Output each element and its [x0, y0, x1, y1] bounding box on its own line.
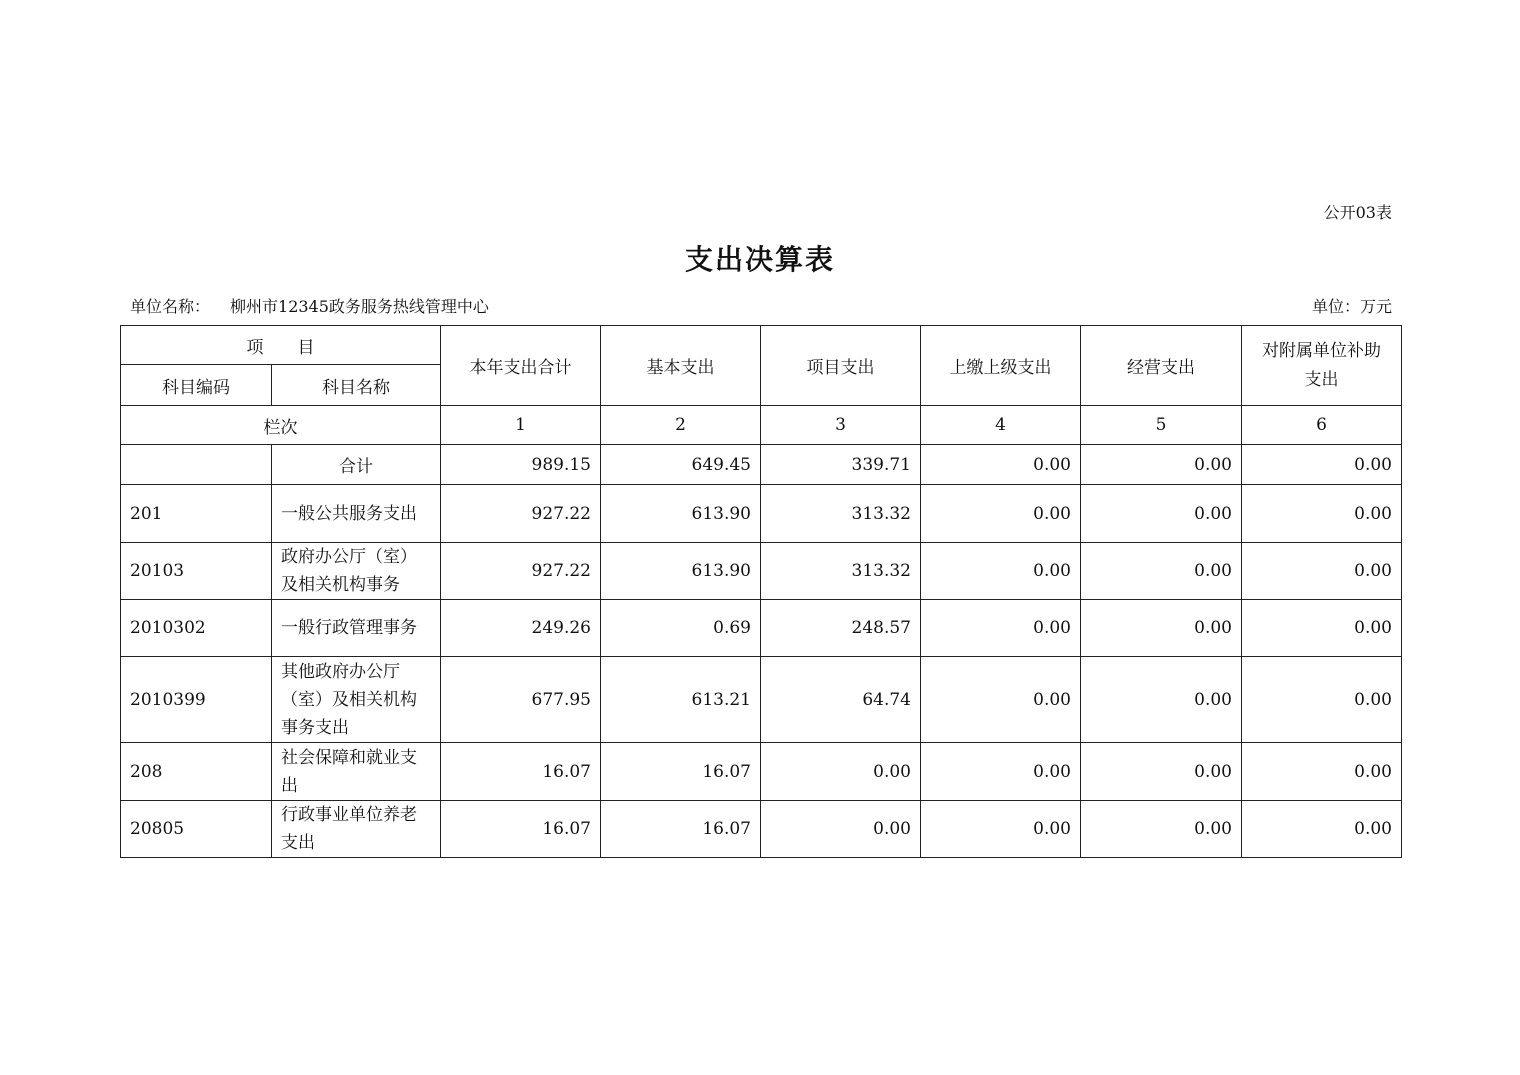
- remit-cell: 0.00: [921, 600, 1081, 657]
- subsidy-cell: 0.00: [1242, 600, 1402, 657]
- header-remit-to-superior: 上缴上级支出: [921, 326, 1081, 406]
- subject-code: 201: [121, 485, 272, 543]
- header-subject-code: 科目编码: [121, 365, 272, 406]
- header-subject-name: 科目名称: [272, 365, 441, 406]
- subject-name: 政府办公厅（室）及相关机构事务: [272, 543, 441, 600]
- header-operating-expenditure: 经营支出: [1081, 326, 1242, 406]
- total-expenditure-cell: 677.95: [441, 657, 601, 743]
- subject-name: 其他政府办公厅（室）及相关机构事务支出: [272, 657, 441, 743]
- basic-expenditure-cell: 613.90: [601, 543, 761, 600]
- operating-cell: 0.00: [1081, 543, 1242, 600]
- remit-cell: 0.00: [921, 743, 1081, 801]
- table-row: [121, 485, 1402, 543]
- subject-name: 行政事业单位养老支出: [272, 801, 441, 858]
- table-row: [121, 657, 1402, 743]
- subject-code: 2010399: [121, 657, 272, 743]
- remit-cell: 0.00: [921, 543, 1081, 600]
- total-expenditure-cell: 16.07: [441, 801, 601, 858]
- subject-name: 合计: [272, 445, 441, 485]
- header-subsidy-to-affiliates: 对附属单位补助支出: [1242, 326, 1402, 406]
- project-expenditure-cell: 64.74: [761, 657, 921, 743]
- remit-cell: 0.00: [921, 801, 1081, 858]
- currency-unit-label: 单位：万元: [1311, 297, 1392, 316]
- project-expenditure-cell: 0.00: [761, 801, 921, 858]
- column-index: 2: [601, 406, 761, 445]
- total-expenditure-cell: 927.22: [441, 543, 601, 600]
- project-expenditure-cell: 339.71: [761, 445, 921, 485]
- basic-expenditure-cell: 16.07: [601, 743, 761, 801]
- operating-cell: 0.00: [1081, 600, 1242, 657]
- subsidy-cell: 0.00: [1242, 801, 1402, 858]
- column-index: 3: [761, 406, 921, 445]
- header-project-expenditure: 项目支出: [761, 326, 921, 406]
- operating-cell: 0.00: [1081, 743, 1242, 801]
- basic-expenditure-cell: 649.45: [601, 445, 761, 485]
- remit-cell: 0.00: [921, 485, 1081, 543]
- remit-cell: 0.00: [921, 657, 1081, 743]
- operating-cell: 0.00: [1081, 801, 1242, 858]
- operating-cell: 0.00: [1081, 445, 1242, 485]
- form-code: 公开03表: [1323, 203, 1392, 222]
- subject-name: 社会保障和就业支出: [272, 743, 441, 801]
- subsidy-cell: 0.00: [1242, 445, 1402, 485]
- total-expenditure-cell: 989.15: [441, 445, 601, 485]
- operating-cell: 0.00: [1081, 485, 1242, 543]
- basic-expenditure-cell: 0.69: [601, 600, 761, 657]
- subject-code: 208: [121, 743, 272, 801]
- table-row: [121, 600, 1402, 657]
- subject-code: 2010302: [121, 600, 272, 657]
- column-index: 4: [921, 406, 1081, 445]
- total-expenditure-cell: 249.26: [441, 600, 601, 657]
- document-title: 支出决算表: [684, 243, 835, 276]
- column-index: 6: [1242, 406, 1402, 445]
- operating-cell: 0.00: [1081, 657, 1242, 743]
- subject-code: [121, 445, 272, 485]
- column-index: 5: [1081, 406, 1242, 445]
- subsidy-cell: 0.00: [1242, 743, 1402, 801]
- subsidy-cell: 0.00: [1242, 543, 1402, 600]
- subject-code: 20805: [121, 801, 272, 858]
- column-index-label: 栏次: [121, 406, 441, 445]
- table-row-total: [121, 445, 1402, 485]
- subject-name: 一般公共服务支出: [272, 485, 441, 543]
- subsidy-cell: 0.00: [1242, 657, 1402, 743]
- project-expenditure-cell: 313.32: [761, 543, 921, 600]
- header-item: 项 目: [121, 326, 441, 365]
- unit-name-label: 单位名称：: [130, 297, 211, 316]
- project-expenditure-cell: 248.57: [761, 600, 921, 657]
- basic-expenditure-cell: 613.21: [601, 657, 761, 743]
- project-expenditure-cell: 0.00: [761, 743, 921, 801]
- total-expenditure-cell: 927.22: [441, 485, 601, 543]
- header-total-expenditure: 本年支出合计: [441, 326, 601, 406]
- project-expenditure-cell: 313.32: [761, 485, 921, 543]
- basic-expenditure-cell: 613.90: [601, 485, 761, 543]
- subject-code: 20103: [121, 543, 272, 600]
- unit-name-block: [130, 294, 489, 317]
- total-expenditure-cell: 16.07: [441, 743, 601, 801]
- expenditure-table: [120, 325, 1402, 858]
- subject-name: 一般行政管理事务: [272, 600, 441, 657]
- table-row: [121, 743, 1402, 801]
- column-index: 1: [441, 406, 601, 445]
- remit-cell: 0.00: [921, 445, 1081, 485]
- unit-name-value: 柳州市12345政务服务热线管理中心: [230, 297, 489, 316]
- subsidy-cell: 0.00: [1242, 485, 1402, 543]
- header-basic-expenditure: 基本支出: [601, 326, 761, 406]
- table-row: [121, 543, 1402, 600]
- table-row: [121, 801, 1402, 858]
- basic-expenditure-cell: 16.07: [601, 801, 761, 858]
